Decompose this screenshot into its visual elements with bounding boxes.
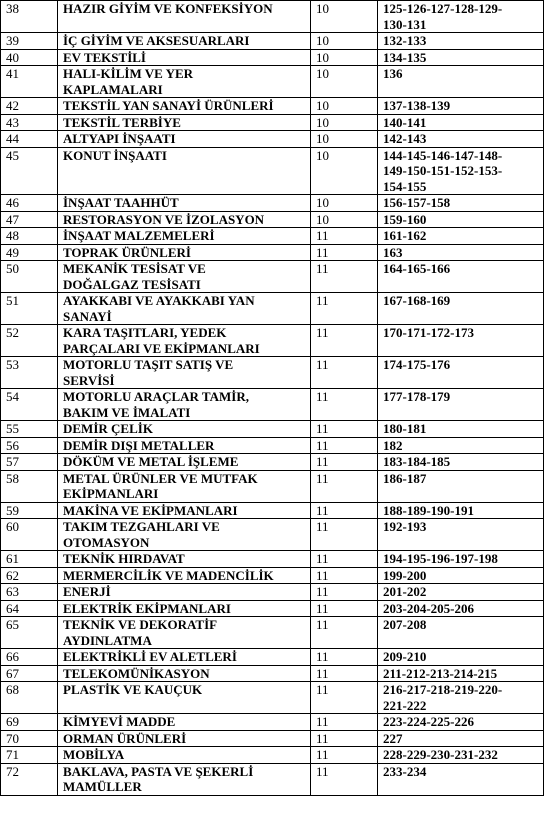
row-number-cell: 59 bbox=[1, 502, 58, 519]
row-number-cell: 69 bbox=[1, 714, 58, 731]
row-number-cell: 53 bbox=[1, 357, 58, 389]
class-numbers-cell: 164-165-166 bbox=[378, 261, 544, 293]
table-row bbox=[1, 665, 544, 682]
group-number-cell: 11 bbox=[311, 763, 378, 795]
class-numbers-cell: 156-157-158 bbox=[378, 195, 544, 212]
row-number-cell: 46 bbox=[1, 195, 58, 212]
committee-name-cell: EV TEKSTİLİ bbox=[58, 49, 311, 66]
table-row bbox=[1, 682, 544, 714]
committee-name-cell: TEKNİK HIRDAVAT bbox=[58, 551, 311, 568]
committee-name-cell: ORMAN ÜRÜNLERİ bbox=[58, 730, 311, 747]
table-row bbox=[1, 551, 544, 568]
group-number-cell: 11 bbox=[311, 730, 378, 747]
committee-name-cell: PLASTİK VE KAUÇUK bbox=[58, 682, 311, 714]
committee-name-cell: MERMERCİLİK VE MADENCİLİK bbox=[58, 567, 311, 584]
class-numbers-cell: 170-171-172-173 bbox=[378, 325, 544, 357]
class-numbers-cell: 194-195-196-197-198 bbox=[378, 551, 544, 568]
row-number-cell: 55 bbox=[1, 421, 58, 438]
class-numbers-cell: 163 bbox=[378, 244, 544, 261]
table-row bbox=[1, 147, 544, 195]
row-number-cell: 51 bbox=[1, 293, 58, 325]
class-numbers-cell: 183-184-185 bbox=[378, 454, 544, 471]
class-numbers-cell: 177-178-179 bbox=[378, 389, 544, 421]
class-numbers-cell: 140-141 bbox=[378, 114, 544, 131]
row-number-cell: 40 bbox=[1, 49, 58, 66]
group-number-cell: 10 bbox=[311, 1, 378, 33]
committee-name-cell: HALI-KİLİM VE YER KAPLAMALARI bbox=[58, 66, 311, 98]
class-numbers-cell: 203-204-205-206 bbox=[378, 600, 544, 617]
table-row bbox=[1, 649, 544, 666]
group-number-cell: 11 bbox=[311, 649, 378, 666]
group-number-cell: 10 bbox=[311, 147, 378, 195]
table-row bbox=[1, 261, 544, 293]
committee-name-cell: METAL ÜRÜNLER VE MUTFAK EKİPMANLARI bbox=[58, 470, 311, 502]
row-number-cell: 72 bbox=[1, 763, 58, 795]
row-number-cell: 42 bbox=[1, 98, 58, 115]
committee-name-cell: TEKNİK VE DEKORATİF AYDINLATMA bbox=[58, 617, 311, 649]
committee-name-cell: ELEKTRİKLİ EV ALETLERİ bbox=[58, 649, 311, 666]
row-number-cell: 61 bbox=[1, 551, 58, 568]
table-row bbox=[1, 567, 544, 584]
class-numbers-cell: 199-200 bbox=[378, 567, 544, 584]
row-number-cell: 39 bbox=[1, 33, 58, 50]
group-number-cell: 11 bbox=[311, 261, 378, 293]
row-number-cell: 48 bbox=[1, 228, 58, 245]
class-numbers-cell: 137-138-139 bbox=[378, 98, 544, 115]
committee-name-cell: TELEKOMÜNİKASYON bbox=[58, 665, 311, 682]
table-row bbox=[1, 763, 544, 795]
group-number-cell: 11 bbox=[311, 551, 378, 568]
committee-name-cell: KARA TAŞITLARI, YEDEK PARÇALARI VE EKİPMANLARI bbox=[58, 325, 311, 357]
table-row bbox=[1, 470, 544, 502]
table-row bbox=[1, 389, 544, 421]
row-number-cell: 52 bbox=[1, 325, 58, 357]
class-numbers-cell: 228-229-230-231-232 bbox=[378, 747, 544, 764]
committee-name-cell: ALTYAPI İNŞAATI bbox=[58, 131, 311, 148]
row-number-cell: 38 bbox=[1, 1, 58, 33]
class-numbers-cell: 227 bbox=[378, 730, 544, 747]
group-number-cell: 11 bbox=[311, 228, 378, 245]
table-row bbox=[1, 421, 544, 438]
table-row bbox=[1, 519, 544, 551]
row-number-cell: 56 bbox=[1, 437, 58, 454]
class-numbers-cell: 125-126-127-128-129- 130-131 bbox=[378, 1, 544, 33]
class-numbers-cell: 132-133 bbox=[378, 33, 544, 50]
group-number-cell: 11 bbox=[311, 519, 378, 551]
group-number-cell: 10 bbox=[311, 211, 378, 228]
group-number-cell: 11 bbox=[311, 567, 378, 584]
table-row bbox=[1, 600, 544, 617]
table-row bbox=[1, 357, 544, 389]
table-row bbox=[1, 584, 544, 601]
committee-name-cell: MOBİLYA bbox=[58, 747, 311, 764]
committee-name-cell: KONUT İNŞAATI bbox=[58, 147, 311, 195]
row-number-cell: 62 bbox=[1, 567, 58, 584]
group-number-cell: 10 bbox=[311, 114, 378, 131]
committee-name-cell: MOTORLU ARAÇLAR TAMİR, BAKIM VE İMALATI bbox=[58, 389, 311, 421]
row-number-cell: 54 bbox=[1, 389, 58, 421]
row-number-cell: 47 bbox=[1, 211, 58, 228]
group-number-cell: 10 bbox=[311, 33, 378, 50]
row-number-cell: 49 bbox=[1, 244, 58, 261]
row-number-cell: 50 bbox=[1, 261, 58, 293]
row-number-cell: 71 bbox=[1, 747, 58, 764]
row-number-cell: 70 bbox=[1, 730, 58, 747]
row-number-cell: 65 bbox=[1, 617, 58, 649]
group-number-cell: 11 bbox=[311, 357, 378, 389]
group-number-cell: 11 bbox=[311, 454, 378, 471]
row-number-cell: 43 bbox=[1, 114, 58, 131]
table-row bbox=[1, 437, 544, 454]
class-numbers-cell: 142-143 bbox=[378, 131, 544, 148]
row-number-cell: 64 bbox=[1, 600, 58, 617]
table-row bbox=[1, 33, 544, 50]
table-row bbox=[1, 195, 544, 212]
group-number-cell: 11 bbox=[311, 584, 378, 601]
table-row bbox=[1, 454, 544, 471]
table-row bbox=[1, 114, 544, 131]
group-number-cell: 11 bbox=[311, 437, 378, 454]
row-number-cell: 58 bbox=[1, 470, 58, 502]
committee-name-cell: HAZIR GİYİM VE KONFEKSİYON bbox=[58, 1, 311, 33]
group-number-cell: 11 bbox=[311, 502, 378, 519]
table-row bbox=[1, 714, 544, 731]
class-numbers-cell: 201-202 bbox=[378, 584, 544, 601]
table-row bbox=[1, 131, 544, 148]
committee-name-cell: BAKLAVA, PASTA VE ŞEKERLİ MAMÜLLER bbox=[58, 763, 311, 795]
class-numbers-cell: 182 bbox=[378, 437, 544, 454]
class-numbers-cell: 207-208 bbox=[378, 617, 544, 649]
committee-name-cell: TEKSTİL TERBİYE bbox=[58, 114, 311, 131]
row-number-cell: 68 bbox=[1, 682, 58, 714]
group-number-cell: 11 bbox=[311, 389, 378, 421]
committee-name-cell: İÇ GİYİM VE AKSESUARLARI bbox=[58, 33, 311, 50]
row-number-cell: 63 bbox=[1, 584, 58, 601]
group-number-cell: 11 bbox=[311, 421, 378, 438]
table-row bbox=[1, 66, 544, 98]
table-row bbox=[1, 502, 544, 519]
committee-name-cell: ELEKTRİK EKİPMANLARI bbox=[58, 600, 311, 617]
table-row bbox=[1, 98, 544, 115]
group-number-cell: 10 bbox=[311, 98, 378, 115]
table-row bbox=[1, 325, 544, 357]
row-number-cell: 67 bbox=[1, 665, 58, 682]
class-numbers-cell: 188-189-190-191 bbox=[378, 502, 544, 519]
class-numbers-cell: 216-217-218-219-220- 221-222 bbox=[378, 682, 544, 714]
row-number-cell: 57 bbox=[1, 454, 58, 471]
committee-name-cell: DÖKÜM VE METAL İŞLEME bbox=[58, 454, 311, 471]
table-row bbox=[1, 1, 544, 33]
group-number-cell: 10 bbox=[311, 66, 378, 98]
class-numbers-cell: 144-145-146-147-148- 149-150-151-152-153- 154-155 bbox=[378, 147, 544, 195]
committee-name-cell: TAKIM TEZGAHLARI VE OTOMASYON bbox=[58, 519, 311, 551]
class-numbers-cell: 180-181 bbox=[378, 421, 544, 438]
committee-name-cell: ENERJİ bbox=[58, 584, 311, 601]
group-number-cell: 11 bbox=[311, 682, 378, 714]
committee-name-cell: TEKSTİL YAN SANAYİ ÜRÜNLERİ bbox=[58, 98, 311, 115]
committee-name-cell: İNŞAAT MALZEMELERİ bbox=[58, 228, 311, 245]
class-numbers-cell: 233-234 bbox=[378, 763, 544, 795]
class-numbers-cell: 209-210 bbox=[378, 649, 544, 666]
committee-name-cell: MEKANİK TESİSAT VE DOĞALGAZ TESİSATI bbox=[58, 261, 311, 293]
row-number-cell: 66 bbox=[1, 649, 58, 666]
class-numbers-cell: 223-224-225-226 bbox=[378, 714, 544, 731]
group-number-cell: 11 bbox=[311, 325, 378, 357]
committee-name-cell: DEMİR DIŞI METALLER bbox=[58, 437, 311, 454]
table-row bbox=[1, 617, 544, 649]
group-number-cell: 11 bbox=[311, 665, 378, 682]
group-number-cell: 11 bbox=[311, 714, 378, 731]
row-number-cell: 41 bbox=[1, 66, 58, 98]
table-row bbox=[1, 730, 544, 747]
committee-name-cell: MOTORLU TAŞIT SATIŞ VE SERVİSİ bbox=[58, 357, 311, 389]
table-row bbox=[1, 228, 544, 245]
table-row bbox=[1, 244, 544, 261]
class-numbers-cell: 186-187 bbox=[378, 470, 544, 502]
class-numbers-cell: 192-193 bbox=[378, 519, 544, 551]
committee-name-cell: İNŞAAT TAAHHÜT bbox=[58, 195, 311, 212]
group-number-cell: 10 bbox=[311, 195, 378, 212]
committee-name-cell: DEMİR ÇELİK bbox=[58, 421, 311, 438]
table-row bbox=[1, 211, 544, 228]
table-row bbox=[1, 49, 544, 66]
group-number-cell: 11 bbox=[311, 470, 378, 502]
row-number-cell: 44 bbox=[1, 131, 58, 148]
committee-name-cell: MAKİNA VE EKİPMANLARI bbox=[58, 502, 311, 519]
table-row bbox=[1, 293, 544, 325]
committee-name-cell: KİMYEVİ MADDE bbox=[58, 714, 311, 731]
class-numbers-cell: 136 bbox=[378, 66, 544, 98]
group-number-cell: 11 bbox=[311, 600, 378, 617]
group-number-cell: 11 bbox=[311, 747, 378, 764]
class-numbers-cell: 211-212-213-214-215 bbox=[378, 665, 544, 682]
group-number-cell: 11 bbox=[311, 244, 378, 261]
committee-name-cell: RESTORASYON VE İZOLASYON bbox=[58, 211, 311, 228]
row-number-cell: 45 bbox=[1, 147, 58, 195]
committee-name-cell: AYAKKABI VE AYAKKABI YAN SANAYİ bbox=[58, 293, 311, 325]
class-numbers-cell: 174-175-176 bbox=[378, 357, 544, 389]
class-numbers-cell: 159-160 bbox=[378, 211, 544, 228]
class-numbers-cell: 134-135 bbox=[378, 49, 544, 66]
group-number-cell: 10 bbox=[311, 49, 378, 66]
group-number-cell: 11 bbox=[311, 293, 378, 325]
table-row bbox=[1, 747, 544, 764]
group-number-cell: 10 bbox=[311, 131, 378, 148]
group-number-cell: 11 bbox=[311, 617, 378, 649]
class-numbers-cell: 167-168-169 bbox=[378, 293, 544, 325]
row-number-cell: 60 bbox=[1, 519, 58, 551]
class-numbers-cell: 161-162 bbox=[378, 228, 544, 245]
committee-name-cell: TOPRAK ÜRÜNLERİ bbox=[58, 244, 311, 261]
